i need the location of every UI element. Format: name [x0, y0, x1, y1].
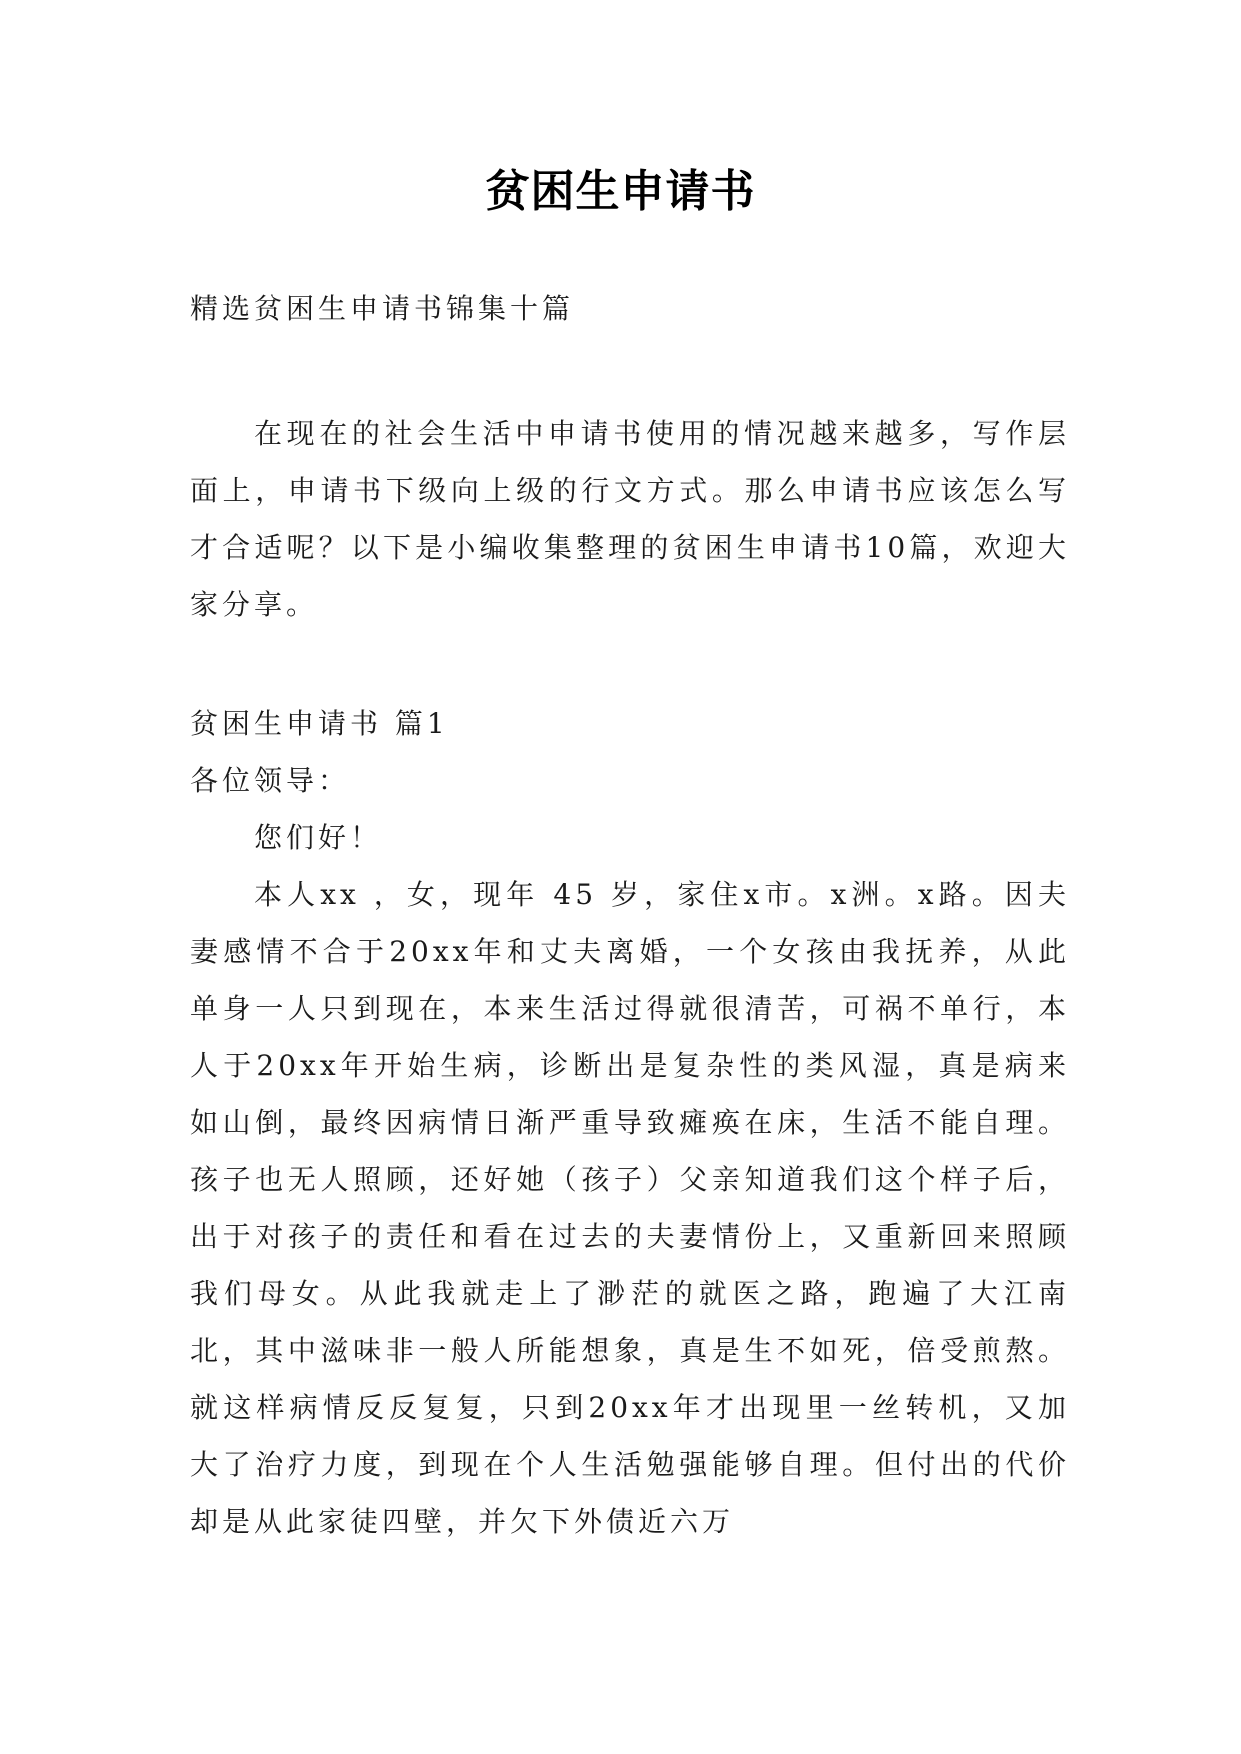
document-title: 贫困生申请书 — [485, 166, 756, 217]
intro-paragraph: 在现在的社会生活中申请书使用的情况越来越多，写作层面上，申请书下级向上级的行文方式。那么申请书应该怎么写才合适呢？以下是小编收集整理的贫困生申请书10篇，欢迎大家分享。 — [190, 417, 1070, 621]
section-heading: 贫困生申请书 篇1 — [190, 707, 449, 740]
document-subtitle: 精选贫困生申请书锦集十篇 — [190, 292, 575, 325]
intro-section — [190, 405, 1070, 633]
letter-section — [190, 695, 1070, 1550]
body-paragraph: 本人xx ，女，现年 45 岁，家住x市。x洲。x路。因夫妻感情不合于20xx年和丈夫离婚，一个女孩由我抚养，从此单身一人只到现在，本来生活过得就很清苦，可祸不单行，本人于20xx年开始生病，诊断出是复杂性的类风湿，真是病来如山倒，最终因病情日渐严重导致瘫痪在床，生活不能自理。孩子也无人照顾，还好她（孩子）父亲知道我们这个样子后，出于对孩子的责任和看在过去的夫妻情份上，又重新回来照顾我们母女。从此我就走上了渺茫的就医之路，跑遍了大江南北，其中滋味非一般人所能想象，真是生不如死，倍受煎熬。就这样病情反反复复，只到20xx年才出现里一丝转机，又加大了治疗力度，到现在个人生活勉强能够自理。但付出的代价却是从此家徒四壁，并欠下外债近六万 — [190, 878, 1070, 1538]
salutation: 各位领导： — [190, 764, 351, 797]
greeting: 您们好！ — [254, 821, 383, 854]
